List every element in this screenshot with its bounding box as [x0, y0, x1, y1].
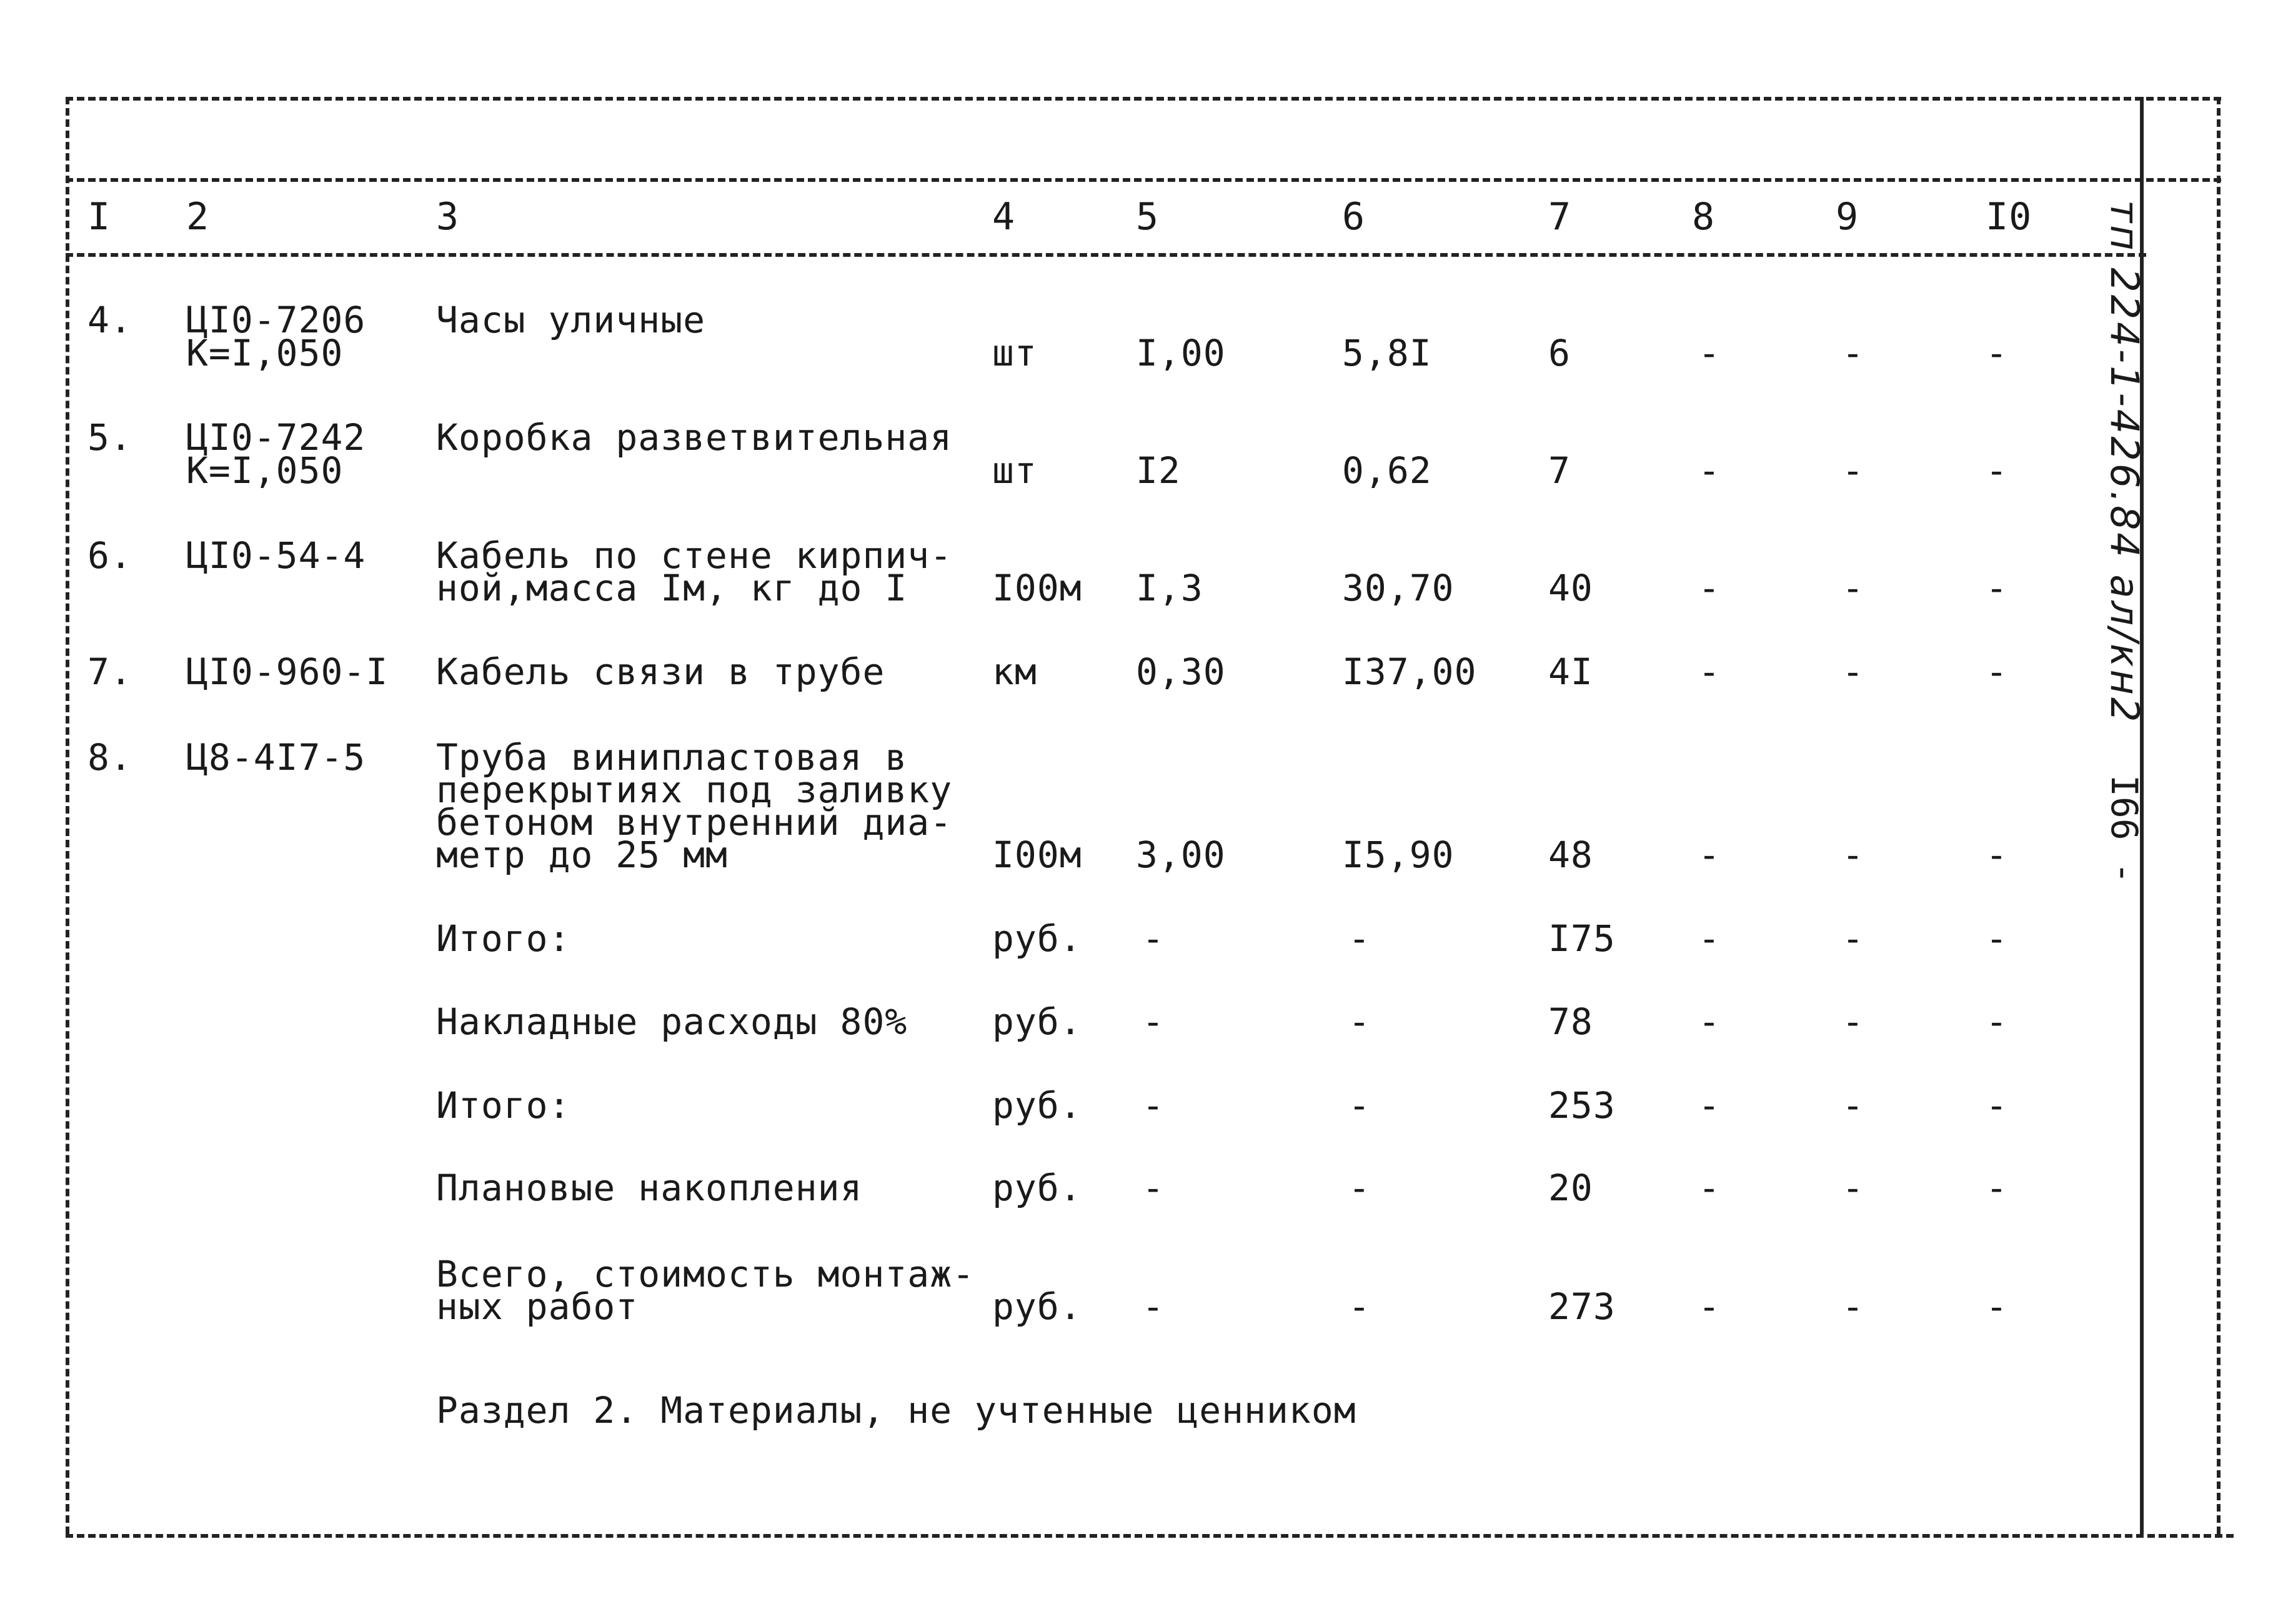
summary-col-8: - — [1698, 1285, 1721, 1328]
summary-col-9: - — [1842, 1167, 1864, 1209]
summary-col-9: - — [1842, 1285, 1864, 1328]
summary-quantity: - — [1142, 917, 1165, 960]
header-bottom-line — [66, 253, 2146, 257]
summary-col-9: - — [1842, 1084, 1864, 1127]
row-col-10: - — [1986, 834, 2008, 876]
summary-price: - — [1348, 1285, 1371, 1328]
row-code: ЦI0-54-4 — [186, 534, 366, 577]
summary-unit: руб. — [992, 1000, 1082, 1043]
summary-price: - — [1348, 1000, 1371, 1043]
summary-label: ных работ — [436, 1285, 639, 1328]
row-col-9: - — [1842, 332, 1864, 374]
summary-unit: руб. — [992, 1084, 1082, 1127]
section-title: Раздел 2. Материалы, не учтенные ценником — [436, 1389, 1356, 1432]
row-col-9: - — [1842, 650, 1864, 693]
row-code: ЦI0-7242 — [186, 416, 366, 459]
row-col-9: - — [1842, 567, 1864, 609]
header-col-7: 7 — [1548, 195, 1572, 239]
header-col-2: 2 — [186, 195, 210, 239]
frame-bottom-line — [66, 1534, 2234, 1538]
row-unit: шт — [992, 449, 1037, 492]
row-col-10: - — [1986, 650, 2008, 693]
row-description: Кабель связи в трубе — [436, 650, 885, 693]
summary-total: 78 — [1548, 1000, 1593, 1043]
summary-col-8: - — [1698, 1000, 1721, 1043]
row-number: 7. — [87, 650, 132, 693]
summary-col-8: - — [1698, 1167, 1721, 1209]
summary-col-10: - — [1986, 1084, 2008, 1127]
row-col-8: - — [1698, 834, 1721, 876]
row-number: 5. — [87, 416, 132, 459]
row-col-8: - — [1698, 650, 1721, 693]
row-code: ЦI0-960-I — [186, 650, 389, 693]
row-quantity: 0,30 — [1136, 650, 1226, 693]
summary-price: - — [1348, 1167, 1371, 1209]
header-col-5: 5 — [1136, 195, 1160, 239]
row-unit: I00м — [992, 567, 1082, 609]
row-description: Часы уличные — [436, 299, 706, 341]
summary-quantity: - — [1142, 1000, 1165, 1043]
row-description: бетоном внутренний диа- — [436, 801, 953, 844]
row-col-10: - — [1986, 449, 2008, 492]
row-unit: км — [992, 650, 1037, 693]
header-col-1: I — [87, 195, 111, 239]
row-unit: I00м — [992, 834, 1082, 876]
row-price: 0,62 — [1342, 449, 1432, 492]
row-number: 6. — [87, 534, 132, 577]
header-col-10: I0 — [1986, 195, 2032, 239]
header-col-3: 3 — [436, 195, 460, 239]
row-total: 40 — [1548, 567, 1593, 609]
row-total: 7 — [1548, 449, 1571, 492]
summary-total: I75 — [1548, 917, 1616, 960]
header-col-6: 6 — [1342, 195, 1366, 239]
row-description: Труба винипластовая в — [436, 736, 908, 779]
summary-col-9: - — [1842, 917, 1864, 960]
header-top-line — [66, 178, 2221, 182]
row-code: Ц8-4I7-5 — [186, 736, 366, 779]
summary-quantity: - — [1142, 1167, 1165, 1209]
header-col-8: 8 — [1692, 195, 1716, 239]
row-number: 4. — [87, 299, 132, 341]
row-total: 4I — [1548, 650, 1593, 693]
summary-total: 20 — [1548, 1167, 1593, 1209]
row-total: 48 — [1548, 834, 1593, 876]
row-price: 30,70 — [1342, 567, 1455, 609]
page-number: I66 - — [2103, 775, 2146, 884]
summary-col-10: - — [1986, 1167, 2008, 1209]
row-code: ЦI0-7206 — [186, 299, 366, 341]
frame-right-line — [2217, 97, 2221, 1534]
document-code: тп 224-1-426.84 ал/кн2 — [2102, 200, 2147, 725]
row-coefficient: К=I,050 — [186, 332, 344, 374]
row-coefficient: К=I,050 — [186, 449, 344, 492]
summary-quantity: - — [1142, 1084, 1165, 1127]
frame-top-line — [66, 97, 2221, 101]
row-quantity: I,00 — [1136, 332, 1226, 374]
row-total: 6 — [1548, 332, 1571, 374]
summary-price: - — [1348, 1084, 1371, 1127]
summary-col-8: - — [1698, 917, 1721, 960]
summary-label: Итого: — [436, 917, 571, 960]
row-unit: шт — [992, 332, 1037, 374]
summary-label: Итого: — [436, 1084, 571, 1127]
row-description: Кабель по стене кирпич- — [436, 534, 953, 577]
row-col-8: - — [1698, 567, 1721, 609]
row-col-8: - — [1698, 449, 1721, 492]
row-price: I37,00 — [1342, 650, 1477, 693]
summary-label: Накладные расходы 80% — [436, 1000, 908, 1043]
row-col-9: - — [1842, 449, 1864, 492]
summary-col-10: - — [1986, 1000, 2008, 1043]
summary-col-9: - — [1842, 1000, 1864, 1043]
row-description: метр до 25 мм — [436, 834, 728, 876]
row-col-10: - — [1986, 332, 2008, 374]
summary-col-10: - — [1986, 1285, 2008, 1328]
row-description: ной,масса Iм, кг до I — [436, 567, 908, 609]
summary-label: Всего, стоимость монтаж- — [436, 1253, 975, 1295]
row-col-10: - — [1986, 567, 2008, 609]
summary-col-8: - — [1698, 1084, 1721, 1127]
row-quantity: 3,00 — [1136, 834, 1226, 876]
row-col-8: - — [1698, 332, 1721, 374]
summary-total: 253 — [1548, 1084, 1616, 1127]
row-quantity: I2 — [1136, 449, 1181, 492]
summary-label: Плановые накопления — [436, 1167, 863, 1209]
row-number: 8. — [87, 736, 132, 779]
row-price: 5,8I — [1342, 332, 1432, 374]
summary-total: 273 — [1548, 1285, 1616, 1328]
summary-col-10: - — [1986, 917, 2008, 960]
summary-quantity: - — [1142, 1285, 1165, 1328]
row-quantity: I,3 — [1136, 567, 1203, 609]
header-col-9: 9 — [1836, 195, 1859, 239]
row-description: перекрытиях под заливку — [436, 769, 953, 811]
header-col-4: 4 — [992, 195, 1016, 239]
summary-unit: руб. — [992, 917, 1082, 960]
row-description: Коробка разветвительная — [436, 416, 953, 459]
summary-unit: руб. — [992, 1285, 1082, 1328]
summary-price: - — [1348, 917, 1371, 960]
frame-left-line — [66, 97, 69, 1534]
row-col-9: - — [1842, 834, 1864, 876]
row-price: I5,90 — [1342, 834, 1455, 876]
summary-unit: руб. — [992, 1167, 1082, 1209]
